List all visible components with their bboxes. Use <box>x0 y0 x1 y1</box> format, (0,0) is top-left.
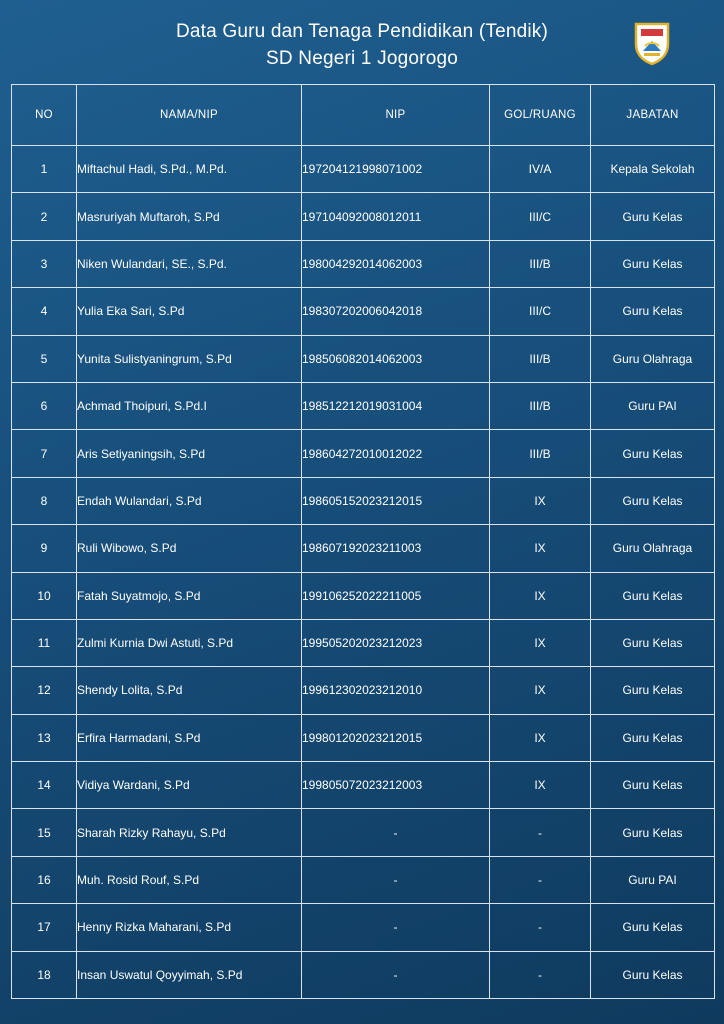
cell-name: Zulmi Kurnia Dwi Astuti, S.Pd <box>77 619 302 666</box>
cell-position: Guru Kelas <box>591 762 715 809</box>
cell-rank: III/C <box>490 288 591 335</box>
page-subtitle: SD Negeri 1 Jogorogo <box>266 48 458 69</box>
cell-rank: - <box>490 809 591 856</box>
cell-position: Guru Kelas <box>591 904 715 951</box>
cell-name: Yunita Sulistyaningrum, S.Pd <box>77 335 302 382</box>
cell-nip: 198604272010012022 <box>302 430 490 477</box>
cell-no: 18 <box>12 951 77 998</box>
cell-rank: IX <box>490 525 591 572</box>
cell-position: Guru PAI <box>591 856 715 903</box>
cell-rank: IV/A <box>490 146 591 193</box>
cell-nip: - <box>302 856 490 903</box>
cell-rank: III/B <box>490 382 591 429</box>
cell-nip: 197204121998071002 <box>302 146 490 193</box>
cell-rank: IX <box>490 714 591 761</box>
cell-position: Guru Kelas <box>591 619 715 666</box>
cell-nip: 199612302023212010 <box>302 667 490 714</box>
cell-no: 1 <box>12 146 77 193</box>
cell-nip: 199805072023212003 <box>302 762 490 809</box>
table-row <box>12 809 715 856</box>
cell-nip: - <box>302 951 490 998</box>
cell-name: Fatah Suyatmojo, S.Pd <box>77 572 302 619</box>
column-header-rank: GOL/RUANG <box>490 85 591 146</box>
cell-rank: - <box>490 951 591 998</box>
table-row <box>12 288 715 335</box>
cell-position: Guru Kelas <box>591 477 715 524</box>
cell-rank: III/C <box>490 193 591 240</box>
cell-rank: IX <box>490 477 591 524</box>
school-shield-icon <box>632 20 672 66</box>
cell-rank: III/B <box>490 240 591 287</box>
table-row <box>12 240 715 287</box>
cell-nip: 198004292014062003 <box>302 240 490 287</box>
column-header-name: NAMA/NIP <box>77 85 302 146</box>
cell-no: 10 <box>12 572 77 619</box>
cell-position: Guru Kelas <box>591 572 715 619</box>
cell-no: 6 <box>12 382 77 429</box>
cell-no: 4 <box>12 288 77 335</box>
cell-rank: IX <box>490 619 591 666</box>
cell-name: Vidiya Wardani, S.Pd <box>77 762 302 809</box>
cell-name: Endah Wulandari, S.Pd <box>77 477 302 524</box>
cell-no: 16 <box>12 856 77 903</box>
cell-nip: - <box>302 809 490 856</box>
table-row <box>12 335 715 382</box>
table-row <box>12 193 715 240</box>
cell-no: 12 <box>12 667 77 714</box>
cell-rank: IX <box>490 572 591 619</box>
cell-position: Guru Kelas <box>591 809 715 856</box>
table-row <box>12 382 715 429</box>
cell-name: Yulia Eka Sari, S.Pd <box>77 288 302 335</box>
table-row <box>12 477 715 524</box>
cell-position: Guru Kelas <box>591 714 715 761</box>
table-row <box>12 146 715 193</box>
staff-table <box>11 84 715 999</box>
cell-rank: - <box>490 856 591 903</box>
cell-nip: 198607192023211003 <box>302 525 490 572</box>
cell-position: Guru Olahraga <box>591 335 715 382</box>
cell-nip: 198506082014062003 <box>302 335 490 382</box>
table-row <box>12 619 715 666</box>
cell-name: Muh. Rosid Rouf, S.Pd <box>77 856 302 903</box>
cell-position: Guru Kelas <box>591 951 715 998</box>
cell-no: 8 <box>12 477 77 524</box>
table-row <box>12 525 715 572</box>
cell-no: 17 <box>12 904 77 951</box>
cell-position: Guru Kelas <box>591 288 715 335</box>
cell-nip: 198512212019031004 <box>302 382 490 429</box>
cell-nip: 199505202023212023 <box>302 619 490 666</box>
cell-rank: IX <box>490 667 591 714</box>
cell-no: 9 <box>12 525 77 572</box>
column-header-nip: NIP <box>302 85 490 146</box>
table-row <box>12 904 715 951</box>
cell-nip: 198307202006042018 <box>302 288 490 335</box>
page-header <box>0 0 724 84</box>
cell-position: Guru Kelas <box>591 240 715 287</box>
cell-nip: - <box>302 904 490 951</box>
cell-no: 14 <box>12 762 77 809</box>
cell-name: Shendy Lolita, S.Pd <box>77 667 302 714</box>
table-header-row <box>12 85 715 146</box>
table-row <box>12 714 715 761</box>
cell-name: Ruli Wibowo, S.Pd <box>77 525 302 572</box>
cell-rank: IX <box>490 762 591 809</box>
cell-name: Aris Setiyaningsih, S.Pd <box>77 430 302 477</box>
cell-position: Kepala Sekolah <box>591 146 715 193</box>
page-title: Data Guru dan Tenaga Pendidikan (Tendik) <box>175 21 549 42</box>
cell-name: Achmad Thoipuri, S.Pd.I <box>77 382 302 429</box>
cell-position: Guru Kelas <box>591 667 715 714</box>
cell-name: Sharah Rizky Rahayu, S.Pd <box>77 809 302 856</box>
cell-nip: 199106252022211005 <box>302 572 490 619</box>
cell-name: Niken Wulandari, SE., S.Pd. <box>77 240 302 287</box>
table-row <box>12 951 715 998</box>
table-row <box>12 762 715 809</box>
table-row <box>12 572 715 619</box>
cell-rank: III/B <box>490 430 591 477</box>
cell-name: Erfira Harmadani, S.Pd <box>77 714 302 761</box>
cell-name: Insan Uswatul Qoyyimah, S.Pd <box>77 951 302 998</box>
cell-position: Guru Olahraga <box>591 525 715 572</box>
cell-nip: 197104092008012011 <box>302 193 490 240</box>
cell-rank: III/B <box>490 335 591 382</box>
column-header-position: JABATAN <box>591 85 715 146</box>
cell-no: 2 <box>12 193 77 240</box>
cell-position: Guru Kelas <box>591 193 715 240</box>
cell-rank: - <box>490 904 591 951</box>
cell-no: 13 <box>12 714 77 761</box>
cell-no: 15 <box>12 809 77 856</box>
table-row <box>12 430 715 477</box>
cell-no: 5 <box>12 335 77 382</box>
cell-name: Henny Rizka Maharani, S.Pd <box>77 904 302 951</box>
cell-nip: 198605152023212015 <box>302 477 490 524</box>
table-row <box>12 667 715 714</box>
table-row <box>12 856 715 903</box>
cell-position: Guru PAI <box>591 382 715 429</box>
cell-position: Guru Kelas <box>591 430 715 477</box>
cell-nip: 199801202023212015 <box>302 714 490 761</box>
cell-no: 11 <box>12 619 77 666</box>
cell-name: Masruriyah Muftaroh, S.Pd <box>77 193 302 240</box>
cell-no: 7 <box>12 430 77 477</box>
cell-no: 3 <box>12 240 77 287</box>
cell-name: Miftachul Hadi, S.Pd., M.Pd. <box>77 146 302 193</box>
column-header-no: NO <box>12 85 77 146</box>
